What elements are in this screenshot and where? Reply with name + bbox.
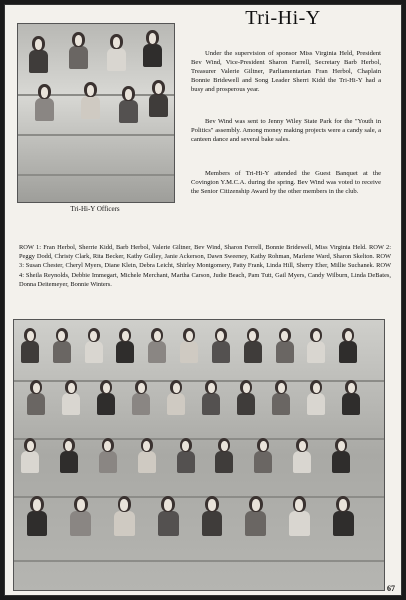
page-number: 67 [387,584,395,593]
officers-photo [17,23,175,203]
group-photo [13,319,385,591]
member-rows [19,243,391,289]
paragraph-3-text: Members of Tri-Hi-Y attended the Guest Banquet at the Covington Y.M.C.A. during the spring. Bev Wind was voted to receive the Senior Citizenship Award by the other members in the club. [191,170,381,195]
page-title: Tri-Hi-Y [245,7,321,29]
photo-caption: Tri-Hi-Y Officers [70,205,120,213]
paragraph-1-text: Under the supervision of sponsor Miss Virginia Held, President Bev Wind, Vice-President Sharon Farrell, Secretary Barb Herbol, Treasurer Valerie Giltner, Parliamentarian Fran Herbol, Chaplain Bonnie Bridewell and Song Leader Sherri Kidd the Tri-Hi-Y had a busy and prosperous year. [191,50,381,93]
member-rows-text: ROW 1: Fran Herbol, Sherrie Kidd, Barb Herbol, Valerie Giltner, Bev Wind, Sharon Ferrell, Bonnie Bridewell, Miss Virginia Held. ROW 2: Peggy Dodd, Christy Clark, Rita Becker, Kathy Gulley, Janie Ackerson, Dawn Sweeney, Kathy Rohman, Marlene Ward, Sharon Skelton. ROW 3: Susan Chester, Cheryl Myers, Diane Klein, Debra Leicht, Shirley Montgomery, Patty Frank, Linda Hill, Sherry Eher, Millie Suchanek. ROW 4: Sheila Reynolds, Debbie Immegart, Michele Merchant, Martha Carson, Judie Beach, Pam Tutt, Gail Myers, Candy Wilburn, Linda DeBates, Donna Deitemeyer, Bonnie Winters. [19,244,391,288]
paragraph-2 [191,117,381,144]
paragraph-1 [191,49,381,94]
paragraph-3 [191,169,381,196]
yearbook-page [4,4,402,596]
paragraph-2-text: Bev Wind was sent to Jenny Wiley State Park for the "Youth in Politics" assembly. Among money making projects were a candy sale, a canteen dance and several bake sales. [191,118,381,143]
